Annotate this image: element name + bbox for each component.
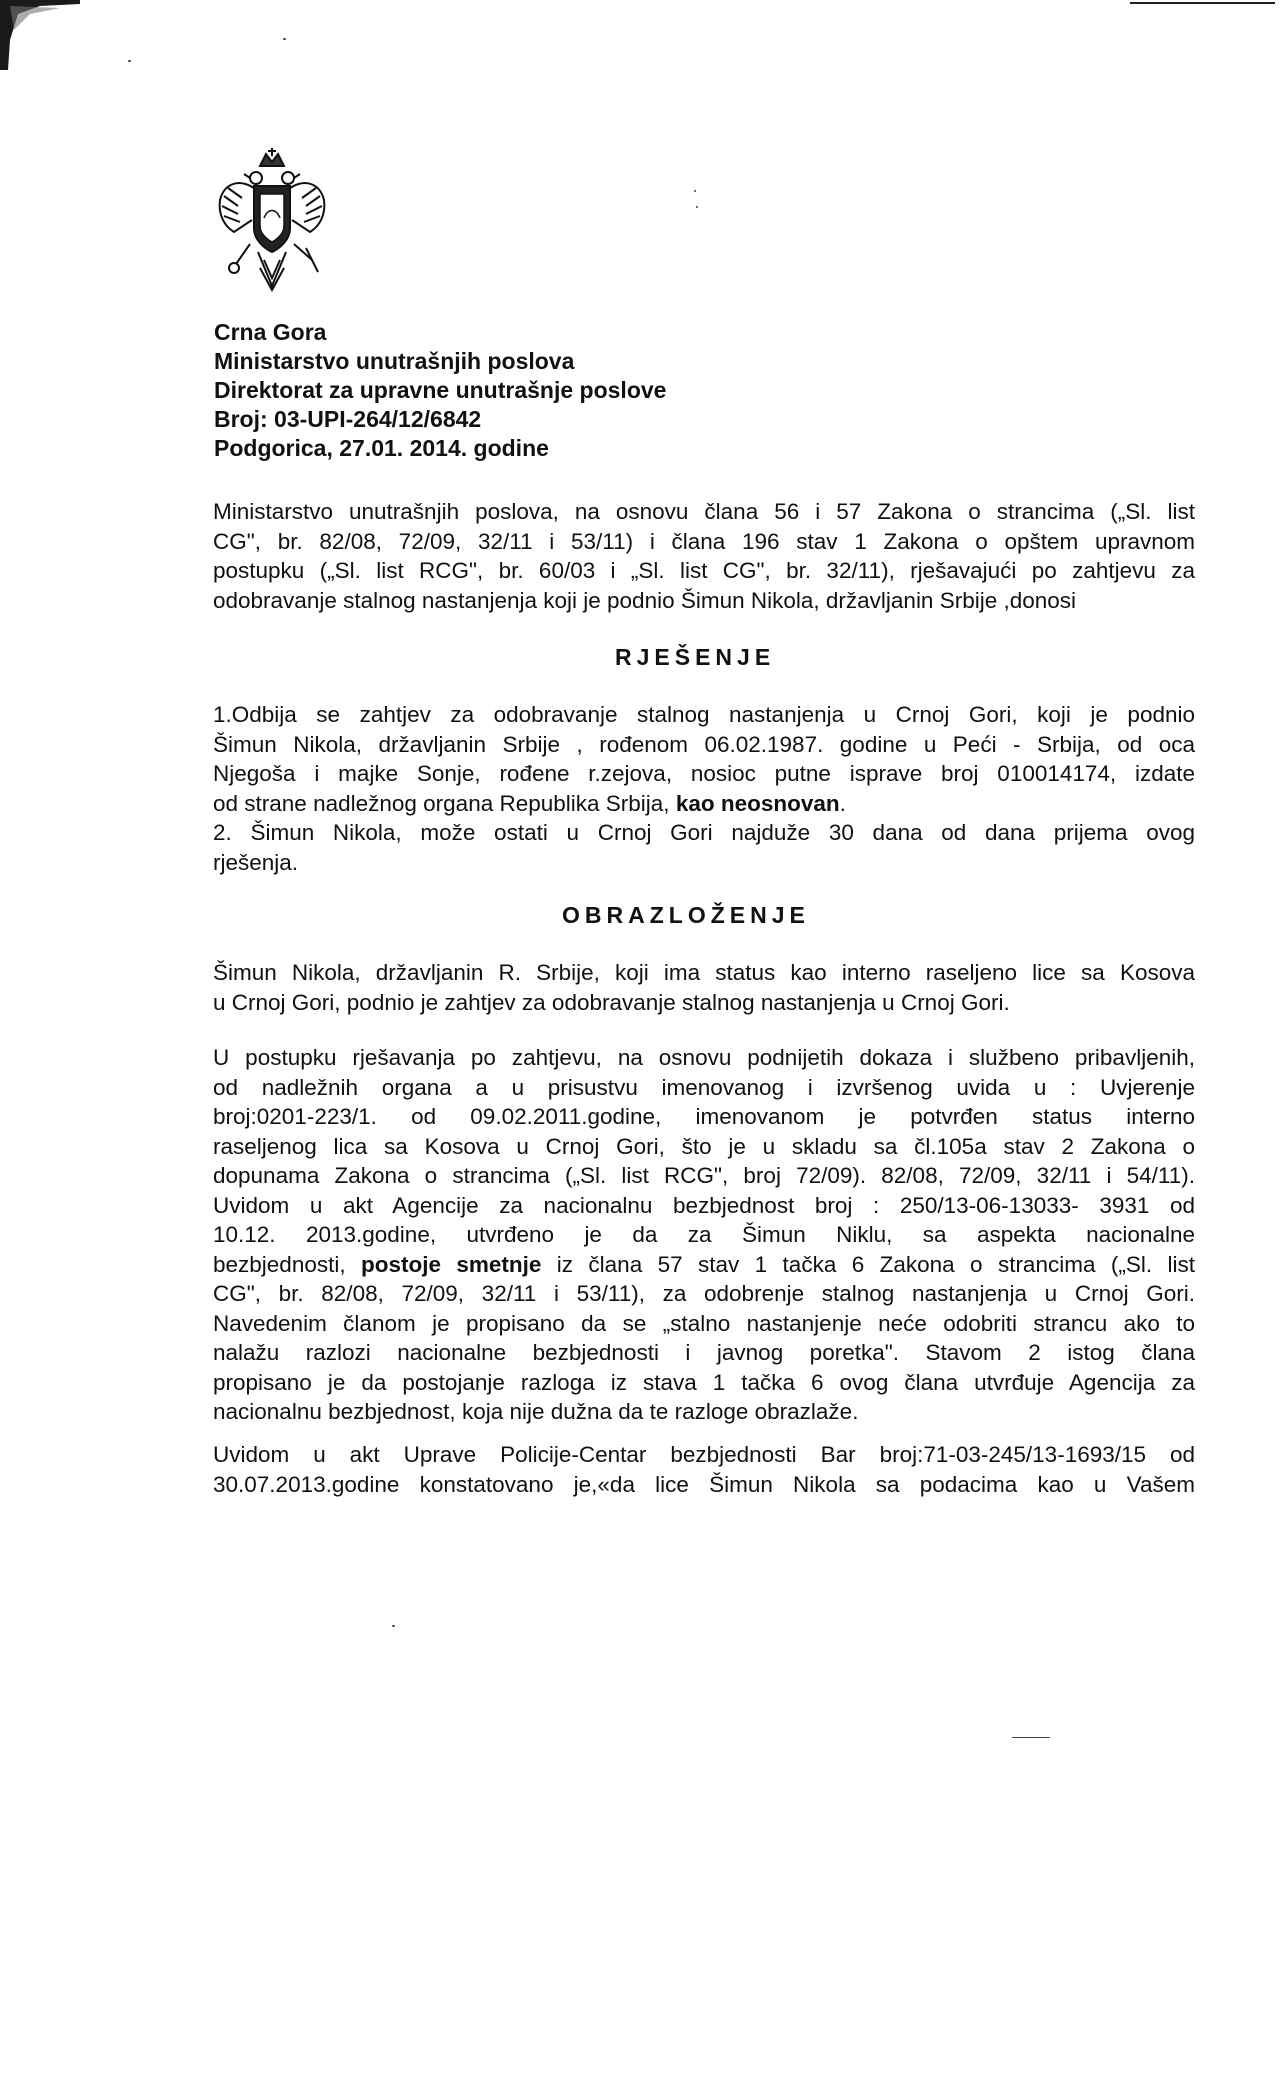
decision-paragraph (213, 700, 1195, 877)
reasoning-line: Uvidom u akt Agencije za nacionalnu bezbjednost broj : 250/13-06-13033- 3931 od (213, 1192, 1195, 1218)
country-name: Crna Gora (214, 319, 327, 345)
reasoning-line: 10.12. 2013.godine, utvrđeno je da za Šimun Niklu, sa aspekta nacionalne (213, 1222, 1195, 1247)
scan-top-rule (1130, 2, 1275, 4)
directorate-name: Direktorat za upravne unutrašnje poslove (214, 377, 667, 403)
reasoning-line: Uvidom u akt Uprave Policije-Centar bezbjednosti Bar broj:71-03-245/13-1693/15 od (213, 1442, 1195, 1467)
place-and-date: Podgorica, 27.01. 2014. godine (214, 435, 549, 461)
document-header (214, 318, 914, 463)
reasoning-line: Navedenim članom je propisano da se „stalno nastanjenje neće odobriti strancu ako to (213, 1310, 1195, 1336)
decision-line (213, 789, 1195, 819)
scan-speck (696, 206, 698, 208)
scan-speck (283, 38, 286, 40)
reasoning-line (213, 1250, 1195, 1280)
intro-line: Ministarstvo unutrašnjih poslova, na osnovu člana 56 i 57 Zakona o strancima („Sl. list (213, 499, 1195, 524)
reasoning-line: U postupku rješavanja po zahtjevu, na osnovu podnijetih dokaza i službeno pribavljenih, (213, 1045, 1195, 1070)
reasoning-line: broj:0201-223/1. od 09.02.2011.godine, imenovanom je potvrđen status interno (213, 1104, 1195, 1129)
reasoning-line: dopunama Zakona o strancima („Sl. list RCG", broj 72/09). 82/08, 72/09, 32/11 i 54/11). (213, 1163, 1195, 1188)
reasoning-line: nalažu razlozi nacionalne bezbjednosti i javnog poretka". Stavom 2 istog člana (213, 1340, 1195, 1365)
intro-line: CG", br. 82/08, 72/09, 32/11 i 53/11) i člana 196 stav 1 Zakona o opštem upravnom (213, 528, 1195, 554)
decision-title: RJEŠENJE (615, 644, 776, 670)
reasoning-line: nacionalnu bezbjednost, koja nije dužna da te razloge obrazlaže. (213, 1399, 859, 1424)
reasoning-line: od nadležnih organa a u prisustvu imenovanog i izvršenog uvida u : Uvjerenje (213, 1074, 1195, 1100)
reasoning-line: propisano je da postojanje razloga iz stava 1 tačka 6 ovog člana utvrđuje Agencija za (213, 1369, 1195, 1395)
reasoning-line: u Crnoj Gori, podnio je zahtjev za odobravanje stalnog nastanjenja u Crnoj Gori. (213, 989, 1010, 1015)
scan-speck (694, 190, 696, 192)
intro-line: odobravanje stalnog nastanjenja koji je podnio Šimun Nikola, državljanin Srbije ,donosi (213, 587, 1077, 613)
scan-speck (392, 1625, 395, 1627)
reasoning-paragraph-3 (213, 1440, 1195, 1499)
coat-of-arms-emblem (214, 148, 330, 298)
reasoning-paragraph-1 (213, 958, 1195, 1017)
reasoning-paragraph-2 (213, 1043, 1195, 1427)
intro-paragraph (213, 497, 1195, 615)
decision-verdict: kao neosnovan (675, 790, 840, 816)
reasoning-text: bezbjednosti, (213, 1251, 361, 1277)
reasoning-title: OBRAZLOŽENJE (562, 902, 810, 928)
ministry-name: Ministarstvo unutrašnjih poslova (214, 348, 575, 374)
decision-line: 1.Odbija se zahtjev za odobravanje stalnog nastanjenja u Crnoj Gori, koji je podnio (213, 702, 1195, 727)
scan-speck (128, 60, 131, 62)
decision-line: Šimun Nikola, državljanin Srbije , rođenom 06.02.1987. godine u Peći - Srbija, od oca (213, 731, 1195, 757)
scan-mark (1012, 1737, 1050, 1738)
reasoning-line: CG", br. 82/08, 72/09, 32/11 i 53/11), za odobrenje stalnog nastanjenja u Crnoj Gori. (213, 1281, 1195, 1306)
reasoning-line: Šimun Nikola, državljanin R. Srbije, koji ima status kao interno raseljeno lice sa Kosova (213, 960, 1195, 985)
reasoning-line: raseljenog lica sa Kosova u Crnoj Gori, što je u skladu sa čl.105a stav 2 Zakona o (213, 1133, 1195, 1159)
reasoning-emphasis: postoje smetnje (360, 1251, 542, 1277)
reasoning-line: 30.07.2013.godine konstatovano je,«da lice Šimun Nikola sa podacima kao u Vašem (213, 1471, 1195, 1497)
decision-text: od strane nadležnog organa Republika Srbija, (213, 790, 676, 816)
decision-line: Njegoša i majke Sonje, rođene r.zejova, nosioc putne isprave broj 010014174, izdate (213, 761, 1195, 786)
decision-text: . (839, 790, 846, 816)
reasoning-text: iz člana 57 stav 1 tačka 6 Zakona o strancima („Sl. list (541, 1251, 1195, 1277)
reference-number: Broj: 03-UPI-264/12/6842 (214, 406, 482, 432)
decision-line: 2. Šimun Nikola, može ostati u Crnoj Gori najduže 30 dana od dana prijema ovog (213, 820, 1195, 845)
decision-line: rješenja. (213, 849, 299, 875)
intro-line: postupku („Sl. list RCG", br. 60/03 i „Sl. list CG", br. 32/11), rješavajući po zahtjevu za (213, 558, 1195, 583)
scan-corner-shadow (0, 0, 80, 70)
